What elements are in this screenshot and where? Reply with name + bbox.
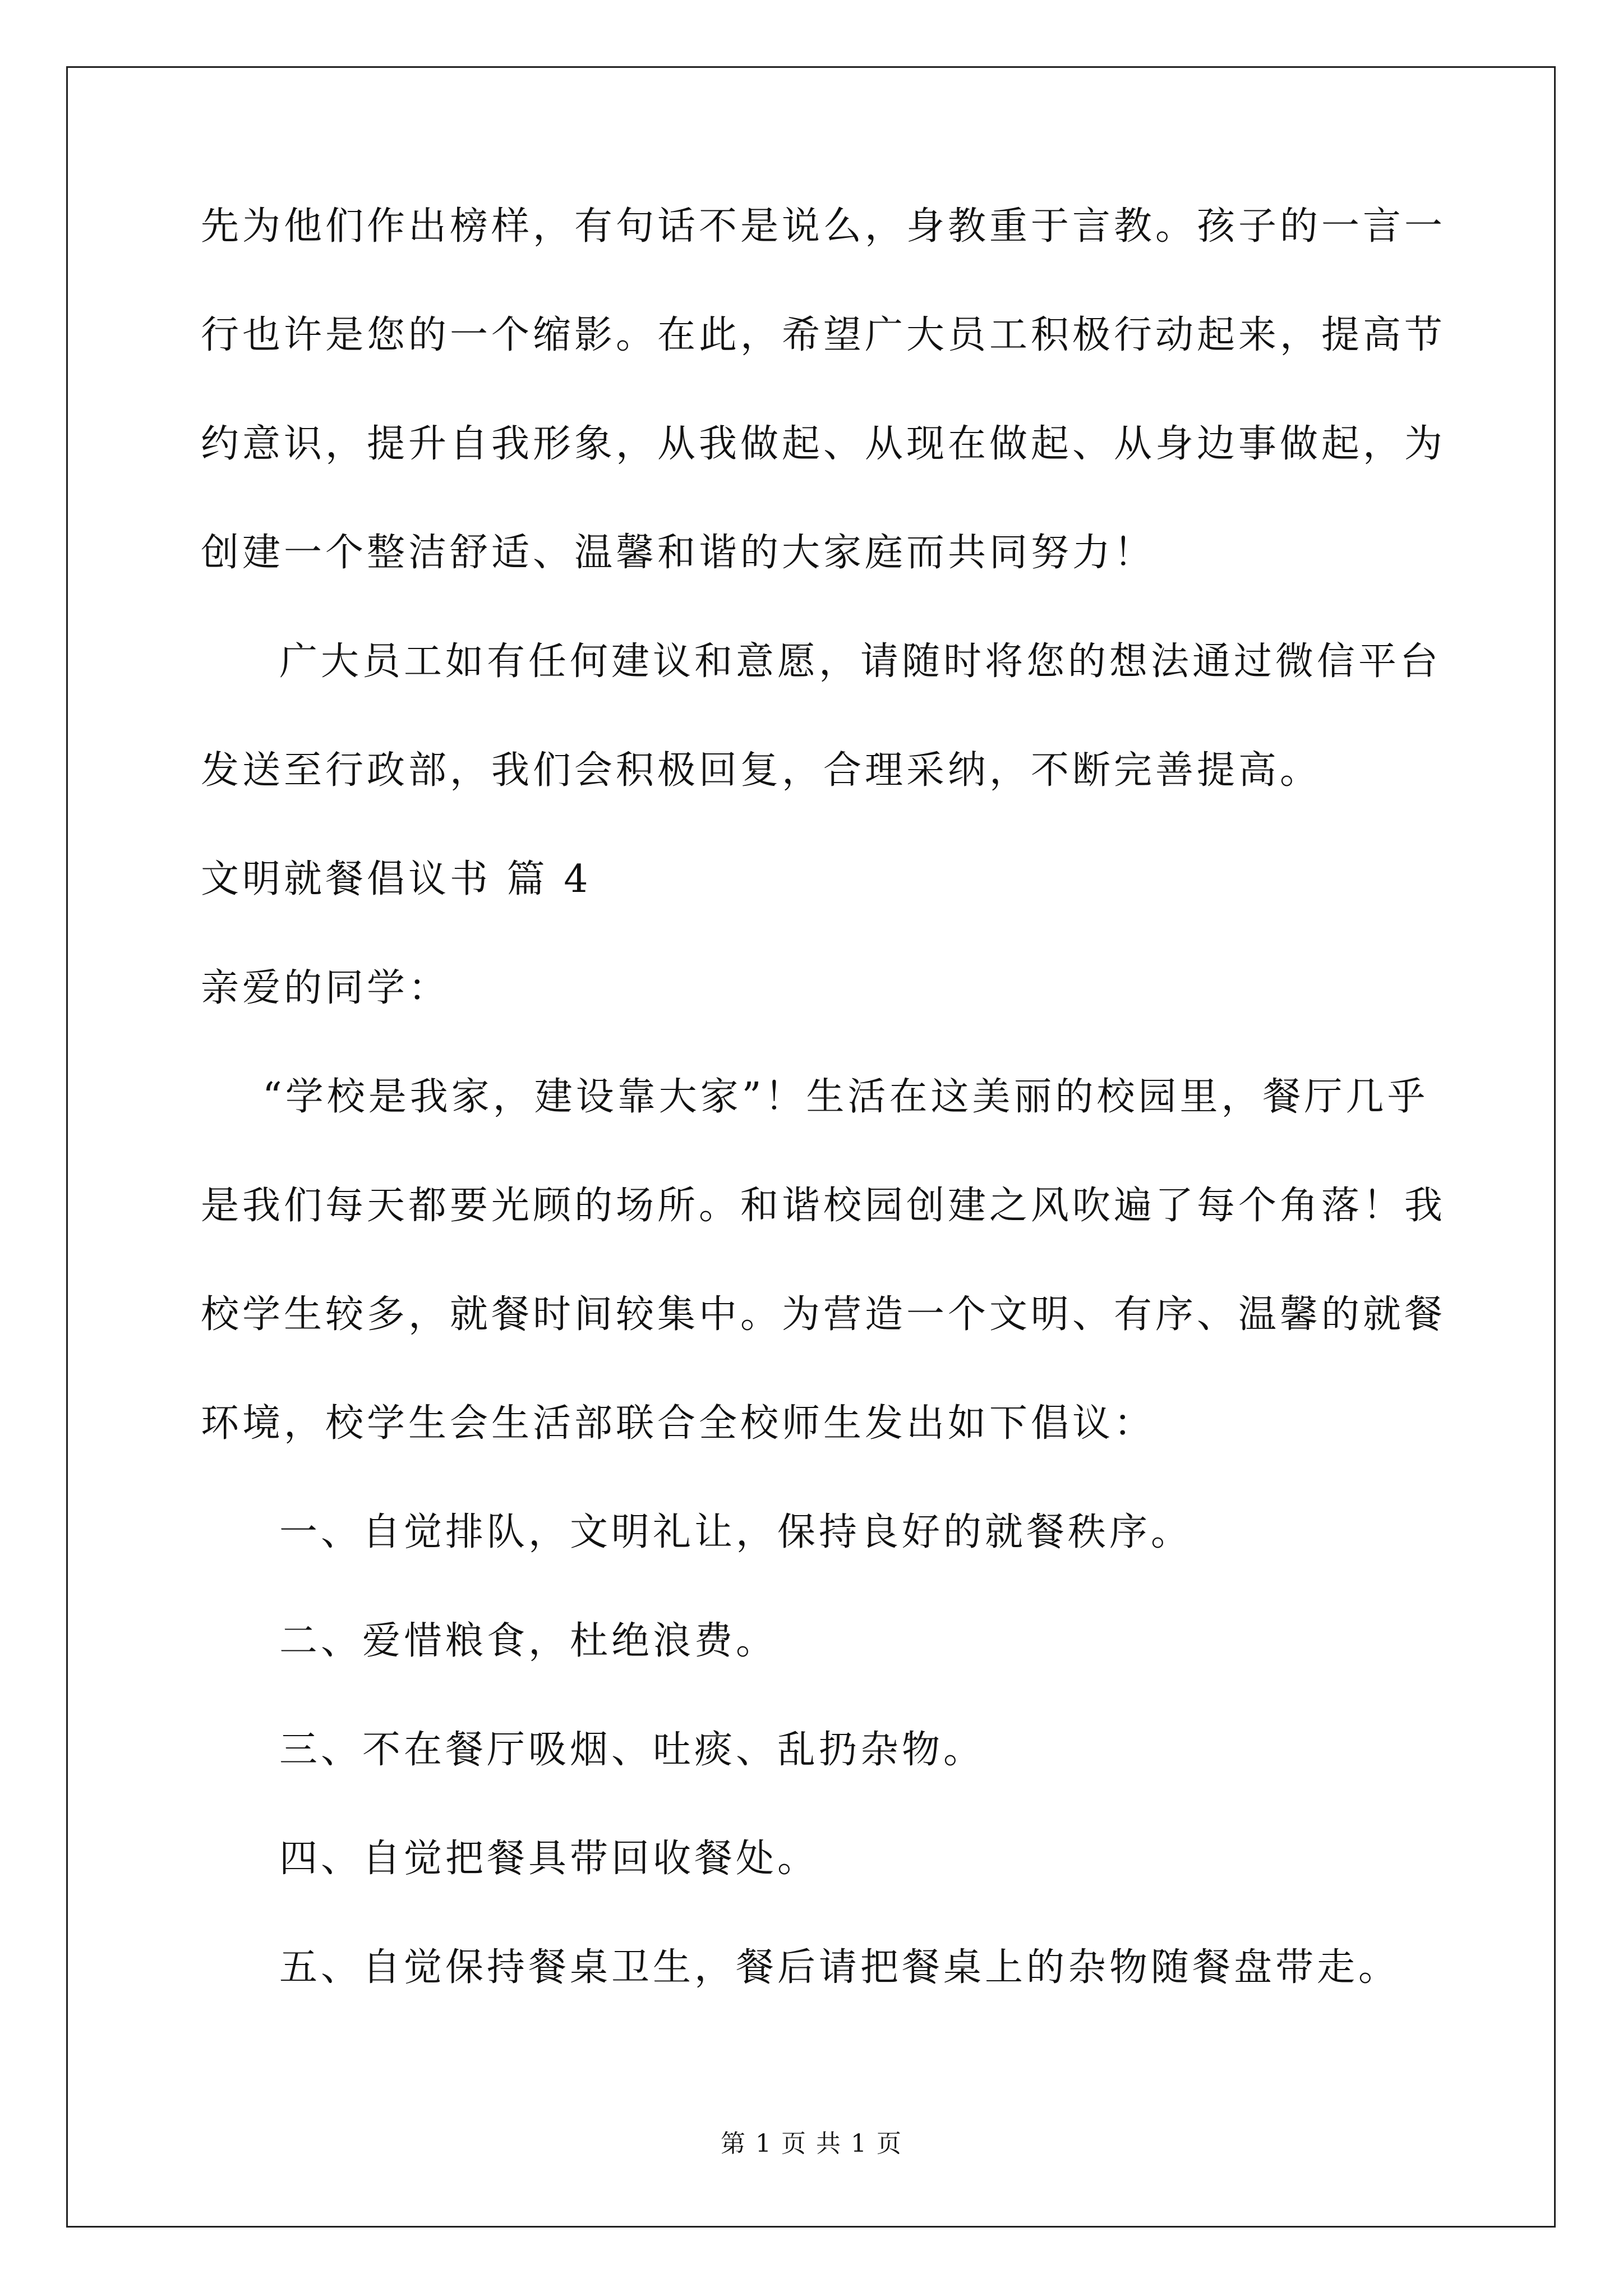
- paragraph-line: 校学生较多，就餐时间较集中。为营造一个文明、有序、温馨的就餐: [201, 1292, 1446, 1337]
- list-item: 一、自觉排队，文明礼让，保持良好的就餐秩序。: [279, 1510, 1193, 1554]
- paragraph-line: 行也许是您的一个缩影。在此，希望广大员工积极行动起来，提高节: [201, 313, 1446, 357]
- section-heading: 文明就餐倡议书 篇 4: [201, 857, 592, 901]
- paragraph-line: 先为他们作出榜样，有句话不是说么，身教重于言教。孩子的一言一: [201, 204, 1446, 249]
- list-item: 二、爱惜粮食，杜绝浪费。: [279, 1619, 778, 1663]
- paragraph-line: 环境，校学生会生活部联合全校师生发出如下倡议：: [201, 1401, 1156, 1446]
- paragraph-line: “学校是我家，建设靠大家”！生活在这美丽的校园里，餐厅几乎: [262, 1075, 1429, 1119]
- salutation: 亲爱的同学：: [201, 966, 450, 1010]
- page-footer: 第 1 页 共 1 页: [721, 2129, 902, 2158]
- list-item: 五、自觉保持餐桌卫生，餐后请把餐桌上的杂物随餐盘带走。: [279, 1945, 1400, 1990]
- paragraph-line: 广大员工如有任何建议和意愿，请随时将您的想法通过微信平台: [279, 639, 1442, 684]
- paragraph-line: 是我们每天都要光顾的场所。和谐校园创建之风吹遍了每个角落！我: [201, 1184, 1446, 1228]
- list-item: 三、不在餐厅吸烟、吐痰、乱扔杂物。: [279, 1728, 985, 1772]
- paragraph-line: 创建一个整洁舒适、温馨和谐的大家庭而共同努力！: [201, 531, 1156, 575]
- paragraph-line: 发送至行政部，我们会积极回复，合理采纳，不断完善提高。: [201, 748, 1322, 793]
- document-body: [201, 204, 1446, 2058]
- paragraph-line: 约意识，提升自我形象，从我做起、从现在做起、从身边事做起，为: [201, 422, 1446, 466]
- list-item: 四、自觉把餐具带回收餐处。: [279, 1837, 819, 1881]
